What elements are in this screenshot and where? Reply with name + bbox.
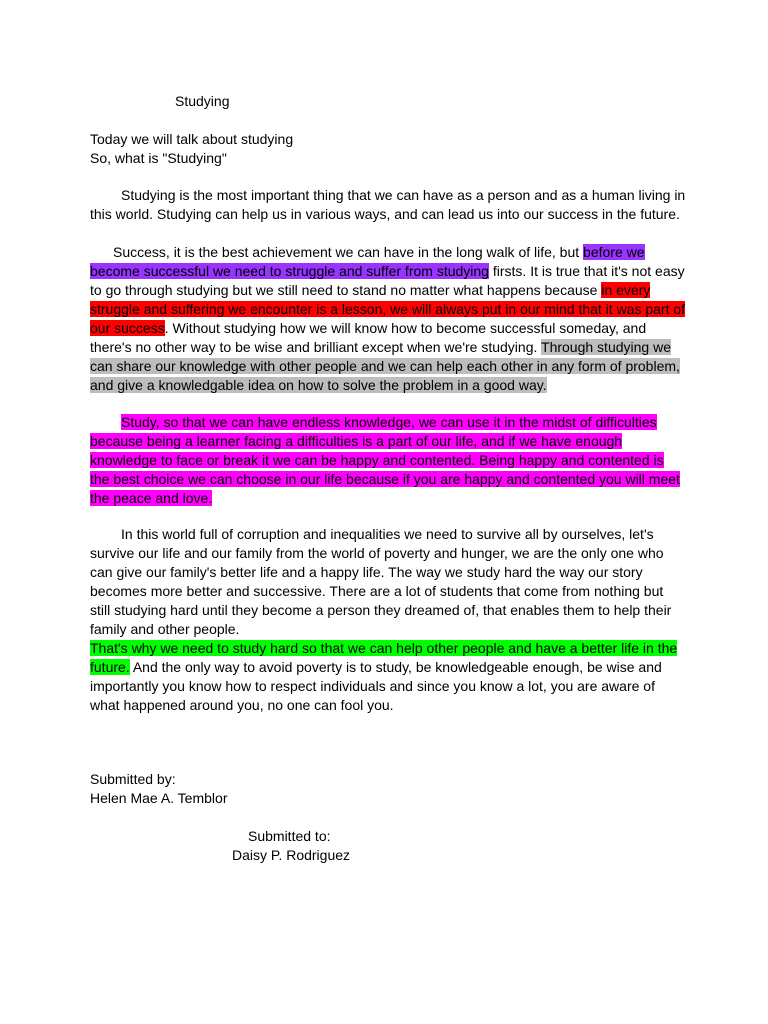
paragraph-4-line-7 [90, 639, 677, 658]
highlight-magenta: the best choice we can choose in our life because if you are happy and contented you will meet [90, 471, 680, 487]
paragraph-3-line-4 [90, 470, 680, 489]
paragraph-3-line-3 [90, 451, 664, 470]
paragraph-4-line-2: survive our life and our family from the world of poverty and hunger, we are the only one who [90, 545, 664, 561]
paragraph-4-line-1: In this world full of corruption and inequalities we need to survive all by ourselves, let's [121, 526, 654, 542]
plain-text: firsts. It is true that it's not easy [488, 263, 685, 279]
paragraph-2-line-4 [90, 300, 685, 319]
plain-text: there's no other way to be wise and brilliant except when we're studying. [90, 339, 542, 355]
paragraph-2-line-1 [113, 243, 645, 262]
submitted-by-label: Submitted by: [90, 771, 176, 787]
highlight-purple: before we [583, 244, 645, 260]
paragraph-2-line-5 [90, 319, 646, 338]
paragraph-1-line-1: Studying is the most important thing that we can have as a person and as a human living in [121, 187, 686, 203]
highlight-magenta: because being a learner facing a difficulties is a part of our life, and if we have enough [90, 433, 623, 449]
intro-line-2: So, what is "Studying" [90, 150, 227, 166]
paragraph-1-line-2: this world. Studying can help us in various ways, and can lead us into our success in the future. [90, 206, 680, 222]
plain-text: . Without studying how we will know how to become successful someday, and [164, 320, 647, 336]
paragraph-4-line-8 [90, 658, 662, 677]
submitted-to-label: Submitted to: [248, 828, 331, 844]
highlight-gray: can share our knowledge with other people and we can help each other in any form of problem, [90, 358, 680, 374]
highlight-red: struggle and suffering we encounter is a lesson, we will always put in our mind that it was part of [90, 301, 686, 317]
paragraph-3-line-5 [90, 489, 212, 508]
plain-text: And the only way to avoid poverty is to study, be knowledgeable enough, be wise and [129, 659, 662, 675]
paragraph-3-line-1 [121, 413, 657, 432]
highlight-purple: become successful we need to struggle and suffer from studying [90, 263, 489, 279]
highlight-magenta: Study, so that we can have endless knowledge, we can use it in the midst of difficulties [121, 414, 657, 430]
paragraph-4-line-10: what happened around you, no one can fool you. [90, 697, 394, 713]
paragraph-2-line-2 [90, 262, 685, 281]
paragraph-4-line-4: becomes more better and successive. There are a lot of students that come from nothing but [90, 583, 664, 599]
paragraph-2-line-8 [90, 376, 547, 395]
paragraph-4-line-9: importantly you know how to respect individuals and since you know a lot, you are aware of [90, 678, 655, 694]
intro-line-1: Today we will talk about studying [90, 131, 294, 147]
document-title: Studying [175, 93, 230, 109]
plain-text: to go through studying but we still need to stand no matter what happens because [90, 282, 602, 298]
submitted-to-name: Daisy P. Rodriguez [232, 847, 351, 863]
plain-text: Success, it is the best achievement we can have in the long walk of life, but [113, 244, 584, 260]
highlight-red: in every [601, 282, 651, 298]
highlight-magenta: the peace and love. [90, 490, 213, 506]
highlight-green: future. [90, 659, 130, 675]
highlight-green: That's why we need to study hard so that we can help other people and have a better life in the [90, 640, 678, 656]
highlight-gray: Through studying we [541, 339, 671, 355]
paragraph-2-line-6 [90, 338, 671, 357]
paragraph-4-line-6: family and other people. [90, 621, 240, 637]
paragraph-2-line-7 [90, 357, 680, 376]
paragraph-3-line-2 [90, 432, 622, 451]
highlight-gray: and give a knowledgable idea on how to solve the problem in a good way. [90, 377, 547, 393]
paragraph-4-line-3: can give our family's better life and a happy life. The way we study hard the way our story [90, 564, 643, 580]
highlight-red: our success [90, 320, 165, 336]
paragraph-2-line-3 [90, 281, 650, 300]
submitted-by-name: Helen Mae A. Temblor [90, 790, 228, 806]
highlight-magenta: knowledge to face or break it we can be happy and contented. Being happy and contented is [90, 452, 664, 468]
paragraph-4-line-5: still studying hard until they become a person they dreamed of, that enables them to help their [90, 602, 672, 618]
